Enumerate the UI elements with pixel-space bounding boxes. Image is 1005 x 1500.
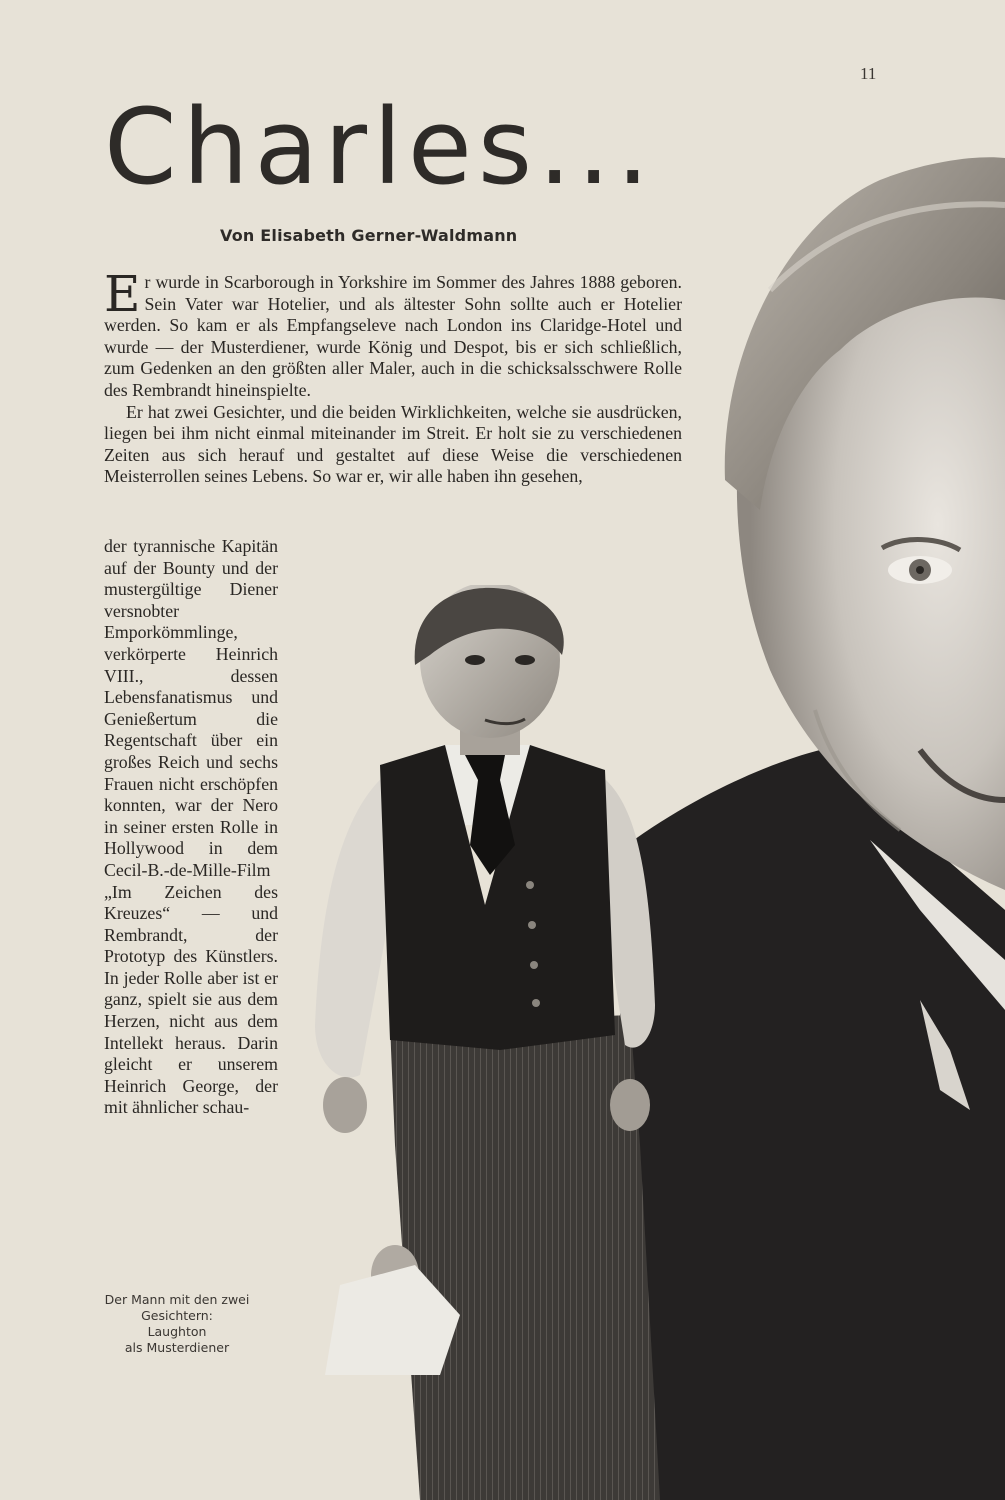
photo-caption <box>92 1292 262 1356</box>
page-number: 11 <box>860 64 877 83</box>
drop-cap: E <box>104 265 141 323</box>
paragraph-1-text: r wurde in Scarborough in Yorkshire im Sommer des Jahres 1888 geboren. Sein Vater war Hotelier, und als ältester Sohn sollte auch er Hotelier werden. So kam er als Empfangseleve nach London ins Claridge-Hotel und wurde — der Musterdiener, wurde König und Despot, bis er sich schließlich, zum Gedenken an den größten aller Maler, auch in die schicksalsschwere Rolle des Rembrandt hineinspielte. <box>104 272 682 400</box>
caption-line-3: als Musterdiener <box>124 1340 230 1355</box>
caption-line-1: Der Mann mit den zwei Gesichtern: <box>104 1292 250 1323</box>
caption-line-2: Laughton <box>147 1324 207 1339</box>
narrow-column-text: der tyrannische Kapitän auf der Bounty und der mustergültige Diener versnobter Emporkömmlinge, verkörperte Heinrich VIII., dessen Lebensfanatismus und Genießertum die Regentschaft über ein großes Reich und sechs Frauen nicht erschöpfen konnten, war der Nero in seiner ersten Rolle in Hollywood in dem Cecil-B.-de-Mille-Film „Im Zeichen des Kreuzes“ — und Rembrandt, der Prototyp des Künstlers. In jeder Rolle aber ist er ganz, spielt sie aus dem Herzen, nicht aus dem Intellekt heraus. Darin gleicht er unserem Heinrich George, der mit ähnlicher schau- <box>104 536 278 1118</box>
laughton-butler-photo <box>300 585 680 1500</box>
byline: Von Elisabeth Gerner-Waldmann <box>220 226 518 245</box>
article-body <box>104 265 682 488</box>
narrow-column <box>104 536 278 1119</box>
article-paragraph-2: Er hat zwei Gesichter, und die beiden Wirklichkeiten, welche sie ausdrücken, liegen bei ihm nicht einmal miteinander im Streit. Er holt sie zu verschiedenen Zeiten aus sich herauf und gestaltet auf diese Weise die verschiedenen Meisterrollen seines Lebens. So war er, wir alle haben ihn gesehen, <box>104 401 682 487</box>
page-title: Charles... <box>104 86 656 208</box>
article-paragraph-1 <box>104 265 682 402</box>
